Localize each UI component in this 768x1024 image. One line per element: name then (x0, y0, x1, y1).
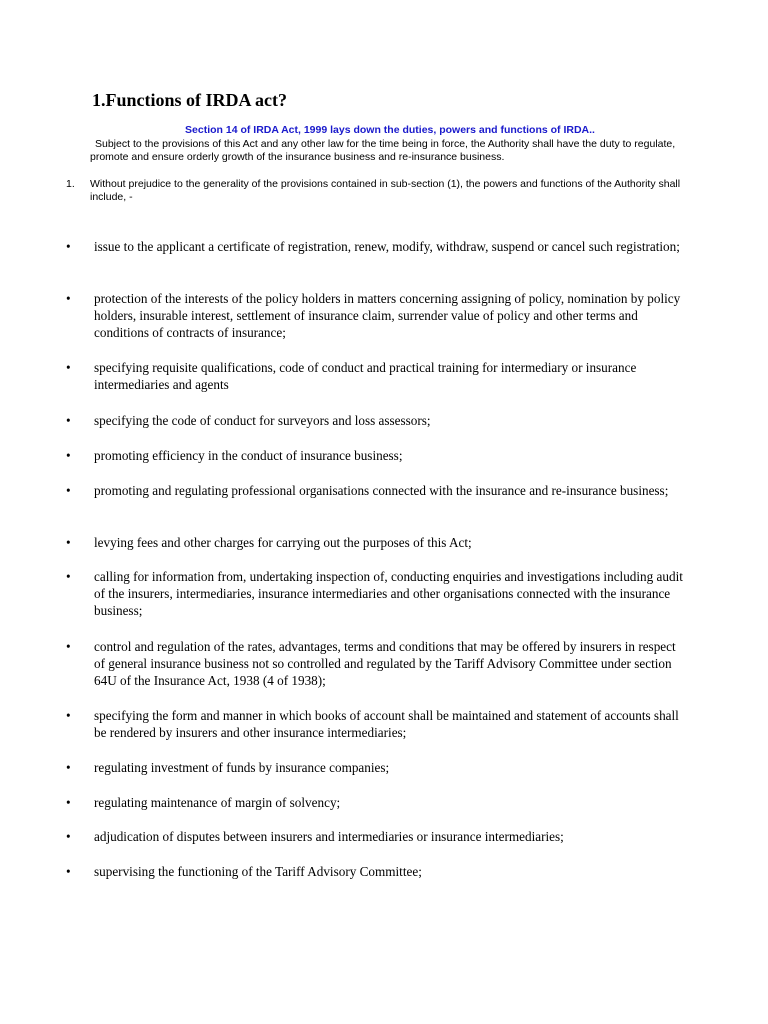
list-item (66, 534, 686, 551)
list-item (66, 447, 686, 464)
list-item (66, 359, 686, 393)
list-item (66, 412, 686, 429)
bullet-icon: • (66, 829, 71, 844)
bullet-icon: • (66, 760, 71, 775)
list-item-text: control and regulation of the rates, advantages, terms and conditions that may be offered by insurers in respect of general insurance business not so controlled and regulated by the Tariff Advisory Committee under section 64U of the Insurance Act, 1938 (4 of 1938); (94, 639, 676, 688)
list-item-text: specifying the code of conduct for surveyors and loss assessors; (94, 413, 431, 428)
document-title: 1.Functions of IRDA act? (92, 90, 288, 110)
bullet-icon: • (66, 639, 71, 654)
list-item (66, 638, 686, 689)
bullet-icon: • (66, 535, 71, 550)
list-item (66, 828, 686, 845)
bullet-icon: • (66, 448, 71, 463)
list-item-text: regulating investment of funds by insurance companies; (94, 760, 390, 775)
list-item (66, 482, 686, 499)
list-item (66, 707, 686, 741)
intro-paragraph: Subject to the provisions of this Act and any other law for the time being in force, the Authority shall have the duty to regulate, promote and ensure orderly growth of the insurance business and re-insurance business. (90, 138, 676, 163)
bullet-icon: • (66, 708, 71, 723)
list-item-text: calling for information from, undertaking inspection of, conducting enquiries and investigations including audit of the insurers, intermediaries, insurance intermediaries and other organisations connected with the insurance business; (94, 569, 683, 618)
bullet-icon: • (66, 360, 71, 375)
bullet-icon: • (66, 864, 71, 879)
bullet-icon: • (66, 239, 71, 254)
numbered-item-text: Without prejudice to the generality of the provisions contained in sub-section (1), the powers and functions of the Authority shall include, - (90, 178, 681, 203)
list-item-text: supervising the functioning of the Tariff Advisory Committee; (94, 864, 422, 879)
numbered-item-number: 1. (66, 178, 75, 190)
list-item-text: specifying requisite qualifications, code of conduct and practical training for intermediary or insurance intermediaries and agents (94, 360, 637, 392)
bullet-icon: • (66, 795, 71, 810)
list-item-text: promoting and regulating professional organisations connected with the insurance and re-insurance business; (94, 483, 669, 498)
list-item (66, 759, 686, 776)
list-item (66, 238, 686, 255)
list-item-text: regulating maintenance of margin of solvency; (94, 795, 341, 810)
bullet-icon: • (66, 483, 71, 498)
list-item-text: promoting efficiency in the conduct of insurance business; (94, 448, 403, 463)
list-item-text: protection of the interests of the policy holders in matters concerning assigning of policy, nomination by policy holders, insurable interest, settlement of insurance claim, surrender value of policy and other terms and conditions of contracts of insurance; (94, 291, 681, 340)
list-item (66, 290, 686, 341)
bullet-icon: • (66, 291, 71, 306)
list-item-text: specifying the form and manner in which books of account shall be maintained and statement of accounts shall be rendered by insurers and other insurance intermediaries; (94, 708, 679, 740)
list-item (66, 794, 686, 811)
list-item (66, 863, 686, 880)
section-subheading: Section 14 of IRDA Act, 1999 lays down the duties, powers and functions of IRDA.. (185, 124, 595, 136)
bullet-icon: • (66, 413, 71, 428)
list-item-text: issue to the applicant a certificate of registration, renew, modify, withdraw, suspend or cancel such registration; (94, 239, 680, 254)
list-item (66, 568, 686, 619)
list-item-text: adjudication of disputes between insurers and intermediaries or insurance intermediaries; (94, 829, 564, 844)
list-item-text: levying fees and other charges for carrying out the purposes of this Act; (94, 535, 472, 550)
bullet-icon: • (66, 569, 71, 584)
